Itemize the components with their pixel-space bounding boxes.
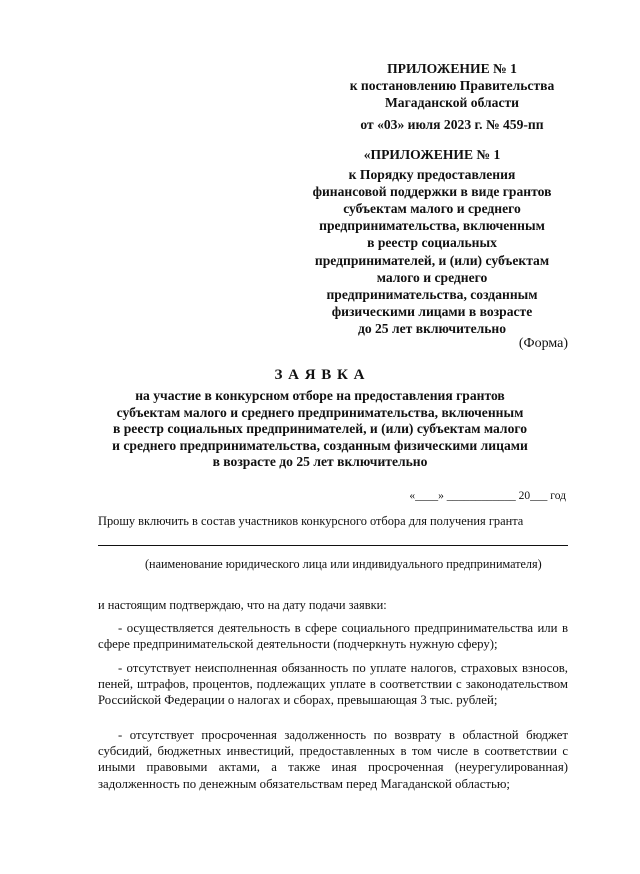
subtitle-line: в реестр социальных предпринимателей, и (или) субъектам малого xyxy=(113,421,527,436)
procedure-line: предпринимательства, созданным xyxy=(326,286,538,302)
name-caption: (наименование юридического лица или индивидуального предпринимателя) xyxy=(145,557,542,571)
form-label: (Форма) xyxy=(518,336,568,351)
name-underline xyxy=(98,545,568,546)
confirm-text: и настоящим подтверждаю, что на дату подачи заявки: xyxy=(98,598,387,612)
procedure-line: в реестр социальных xyxy=(367,235,497,251)
application-heading: З А Я В К А xyxy=(274,367,366,383)
procedure-line: финансовой поддержки в виде грантов xyxy=(312,184,552,200)
condition-item xyxy=(98,727,568,792)
condition-item-text: - осуществляется деятельность в сфере социального предпринимательства или в сфере предпринимательской деятельности (подчеркнуть нужную сферу); xyxy=(98,621,568,652)
subtitle-line: в возрасте до 25 лет включительно xyxy=(212,454,428,469)
date-line: «____» ____________ 20___ год xyxy=(409,490,566,502)
procedure-line: до 25 лет включительно xyxy=(357,320,507,336)
condition-item xyxy=(98,660,568,709)
appendix-procedure-title: «ПРИЛОЖЕНИЕ № 1 xyxy=(363,147,501,162)
subtitle-line: и среднего предпринимательства, созданным физическими лицами xyxy=(112,437,528,453)
procedure-line: физическими лицами в возрасте xyxy=(331,303,533,319)
request-text: Прошу включить в состав участников конкурсного отбора для получения гранта xyxy=(98,514,524,528)
procedure-line: субъектам малого и среднего xyxy=(343,201,521,217)
appendix-header xyxy=(337,60,567,133)
procedure-line: предпринимателей, и (или) субъектам xyxy=(314,252,550,268)
condition-item xyxy=(98,620,568,652)
procedure-line: предпринимательства, включенным xyxy=(319,218,545,234)
appendix-decree-line: к постановлению Правительства xyxy=(349,78,555,93)
procedure-line: к Порядку предоставления xyxy=(348,167,516,183)
appendix-procedure-header xyxy=(297,146,567,337)
appendix-region-line: Магаданской области xyxy=(384,95,520,110)
procedure-line: малого и среднего xyxy=(376,269,488,285)
condition-item-text: - отсутствует неисполненная обязанность по уплате налогов, страховых взносов, пеней, штрафов, процентов, подлежащих уплате в соответствии с законодательством Российской Федерации о налогах и сборах, превышающая 3 тыс. рублей; xyxy=(98,661,568,708)
subtitle-line: субъектам малого и среднего предпринимательства, включенным xyxy=(116,404,524,420)
application-subtitle xyxy=(95,388,545,471)
appendix-date-line: от «03» июля 2023 г. № 459-пп xyxy=(360,117,544,132)
subtitle-line: на участие в конкурсном отборе на предоставления грантов xyxy=(135,388,505,403)
appendix-title: ПРИЛОЖЕНИЕ № 1 xyxy=(387,61,517,76)
condition-item-text: - отсутствует просроченная задолженность по возврату в областной бюджет субсидий, бюджетных инвестиций, предоставленных в том числе в соответствии с иными правовыми актами, а также иная просроченная (неурегулированная) задолженность по денежным обязательствам перед Магаданской областью; xyxy=(98,728,568,791)
